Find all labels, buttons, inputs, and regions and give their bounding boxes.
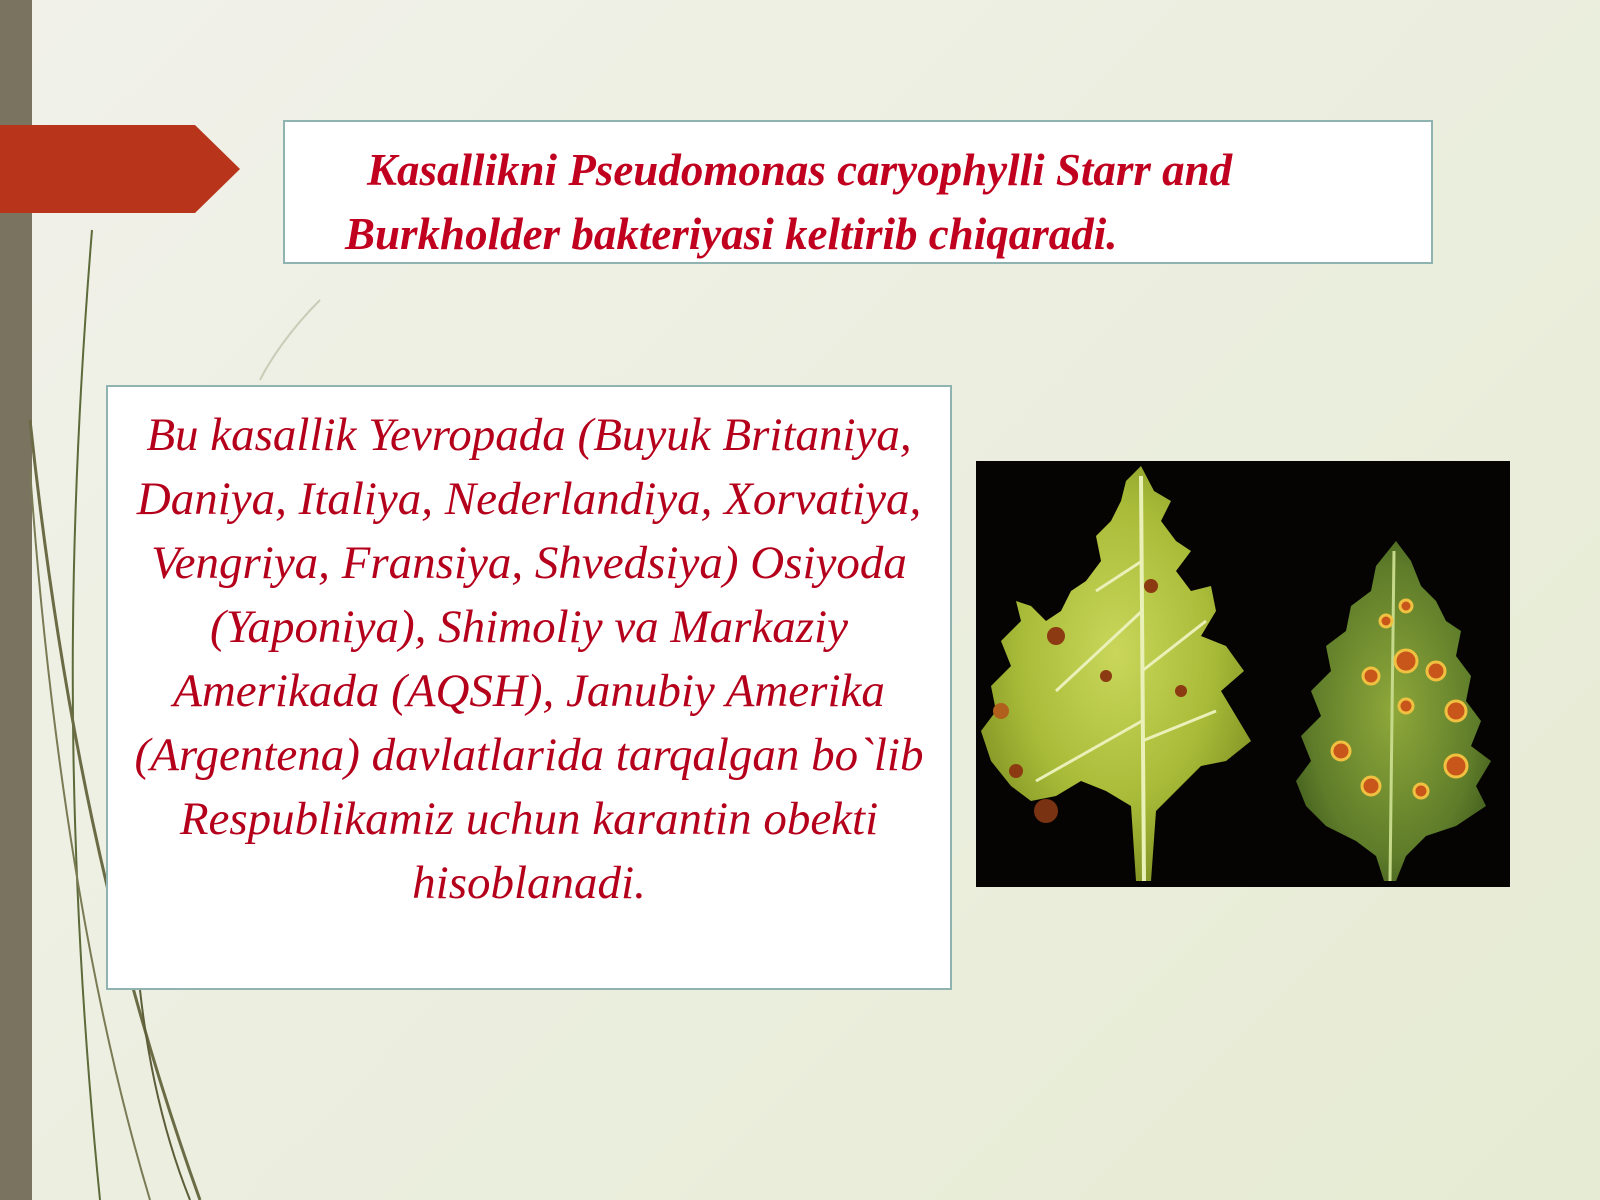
body-text-box — [106, 385, 952, 990]
body-paragraph: Bu kasallik Yevropada (Buyuk Britaniya, Daniya, Italiya, Nederlandiya, Xorvatiya, Vengriya, Fransiya, Shvedsiya) Osiyoda (Yaponiya), Shimoliy va Markaziy Amerikada (AQSH), Janubiy Amerika (Argentena) davlatlarida tarqalgan bo`lib Respublikamiz uchun karantin obekti hisoblanadi. — [134, 409, 924, 909]
diseased-leaves-photo — [976, 461, 1510, 887]
left-leaf — [981, 466, 1251, 881]
title-box — [283, 120, 1433, 264]
title-arrow-marker — [0, 125, 240, 213]
title-line-2: Burkholder bakteriyasi keltirib chiqaradi. — [345, 209, 1118, 259]
title-line-1: Kasallikni Pseudomonas caryophylli Starr and — [367, 145, 1233, 195]
leaves-illustration — [976, 461, 1510, 887]
slide-title — [345, 138, 1407, 266]
